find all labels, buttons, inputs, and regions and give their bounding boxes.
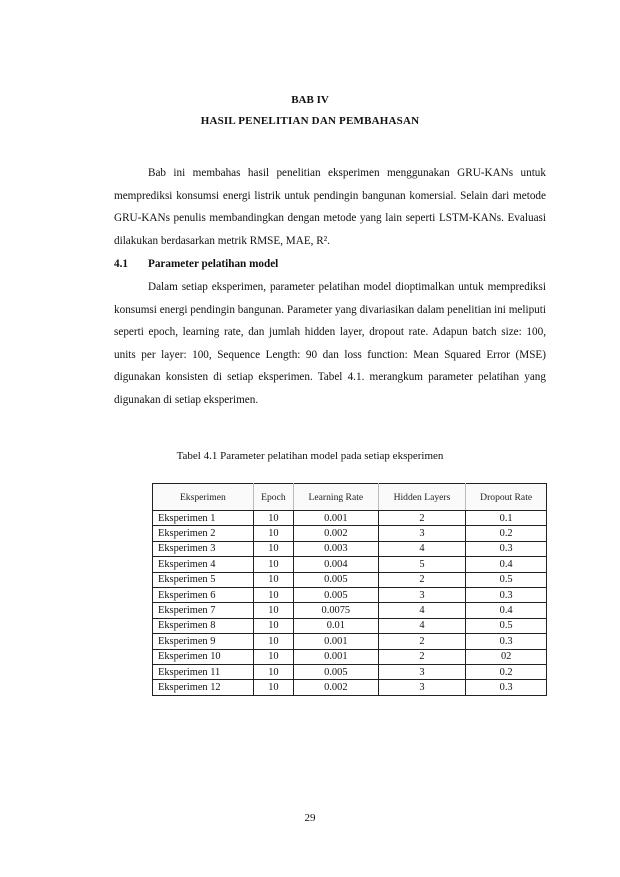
table-row [153,572,547,587]
table-cell: 4 [378,541,466,556]
header-cell: Learning Rate [294,484,379,511]
header-cell: Hidden Layers [378,484,466,511]
table-cell: 4 [378,603,466,618]
table-cell: 4 [378,618,466,633]
table-cell: 3 [378,587,466,602]
table-cell: 0.0075 [294,603,379,618]
table-caption: Tabel 4.1 Parameter pelatihan model pada setiap eksperimen [176,450,444,462]
table-cell: 10 [253,572,293,587]
table-cell: 0.001 [294,634,379,649]
table-cell: 0.2 [466,526,547,541]
table-cell: 0.002 [294,680,379,695]
table-cell: 02 [466,649,547,664]
table-row [153,511,547,526]
table-cell: 0.1 [466,511,547,526]
table-cell: Eksperimen 7 [153,603,254,618]
table-row [153,603,547,618]
table-cell: 0.001 [294,649,379,664]
table-cell: 3 [378,680,466,695]
table-cell: 10 [253,664,293,679]
table-row [153,664,547,679]
table-cell: 0.4 [466,603,547,618]
table-row [153,618,547,633]
table-cell: 0.2 [466,664,547,679]
table-cell: 10 [253,557,293,572]
section-heading [114,258,278,270]
table-cell: 5 [378,557,466,572]
table-cell: 2 [378,511,466,526]
table-cell: 0.3 [466,541,547,556]
table-row [153,557,547,572]
table-cell: 10 [253,680,293,695]
table-cell: 0.001 [294,511,379,526]
table-cell: 0.3 [466,634,547,649]
table-row [153,541,547,556]
chapter-number: BAB IV [291,94,329,106]
table-cell: Eksperimen 12 [153,680,254,695]
table-cell: 10 [253,618,293,633]
table-row [153,680,547,695]
table-cell: 0.005 [294,572,379,587]
table-cell: Eksperimen 11 [153,664,254,679]
table-cell: 0.004 [294,557,379,572]
table-cell: 10 [253,541,293,556]
table-row [153,634,547,649]
table-cell: 0.5 [466,618,547,633]
table-cell: Eksperimen 1 [153,511,254,526]
table-row [153,587,547,602]
table-header-row [153,484,547,511]
table-row [153,526,547,541]
page-number: 29 [304,812,316,824]
table-cell: Eksperimen 6 [153,587,254,602]
section-number: 4.1 [114,258,128,270]
table-cell: Eksperimen 9 [153,634,254,649]
table-cell: 2 [378,634,466,649]
table-cell: 0.3 [466,587,547,602]
table-cell: 0.3 [466,680,547,695]
table-cell: Eksperimen 10 [153,649,254,664]
chapter-title: HASIL PENELITIAN DAN PEMBAHASAN [200,115,420,127]
table-cell: Eksperimen 8 [153,618,254,633]
table-cell: 0.5 [466,572,547,587]
table-cell: 0.005 [294,587,379,602]
table-cell: 10 [253,603,293,618]
header-cell: Dropout Rate [466,484,547,511]
table-cell: 0.003 [294,541,379,556]
table-cell: 0.005 [294,664,379,679]
section-paragraph: Dalam setiap eksperimen, parameter pelatihan model dioptimalkan untuk memprediksi konsumsi energi pendingin bangunan. Parameter yang divariasikan dalam penelitian ini meliputi seperti epoch, learning rate, dan jumlah hidden layer, dropout rate. Adapun batch size: 100, units per layer: 100, Sequence Length: 90 dan loss function: Mean Squared Error (MSE) digunakan konsisten di setiap eksperimen. Tabel 4.1. merangkum parameter pelatihan yang digunakan di setiap eksperimen. [114,281,546,406]
section-title: Parameter pelatihan model [148,258,279,270]
intro-paragraph: Bab ini membahas hasil penelitian eksperimen menggunakan GRU-KANs untuk memprediksi konsumsi energi listrik untuk pendingin bangunan komersial. Selain dari metode GRU-KANs penulis membandingkan dengan metode yang lain seperti LSTM-KANs. Evaluasi dilakukan berdasarkan metrik RMSE, MAE, R². [114,167,546,247]
table-cell: Eksperimen 4 [153,557,254,572]
table-cell: 3 [378,664,466,679]
table-row [153,649,547,664]
table-cell: 10 [253,634,293,649]
table-cell: Eksperimen 3 [153,541,254,556]
table-cell: 2 [378,572,466,587]
table-cell: Eksperimen 5 [153,572,254,587]
table-cell: 0.01 [294,618,379,633]
table-cell: 10 [253,511,293,526]
parameter-table [152,483,547,696]
table-cell: 2 [378,649,466,664]
table-cell: 0.002 [294,526,379,541]
header-cell: Eksperimen [153,484,254,511]
table-cell: 10 [253,649,293,664]
table-cell: Eksperimen 2 [153,526,254,541]
table-cell: 10 [253,587,293,602]
table-cell: 10 [253,526,293,541]
table-cell: 0.4 [466,557,547,572]
header-cell: Epoch [253,484,293,511]
table-cell: 3 [378,526,466,541]
